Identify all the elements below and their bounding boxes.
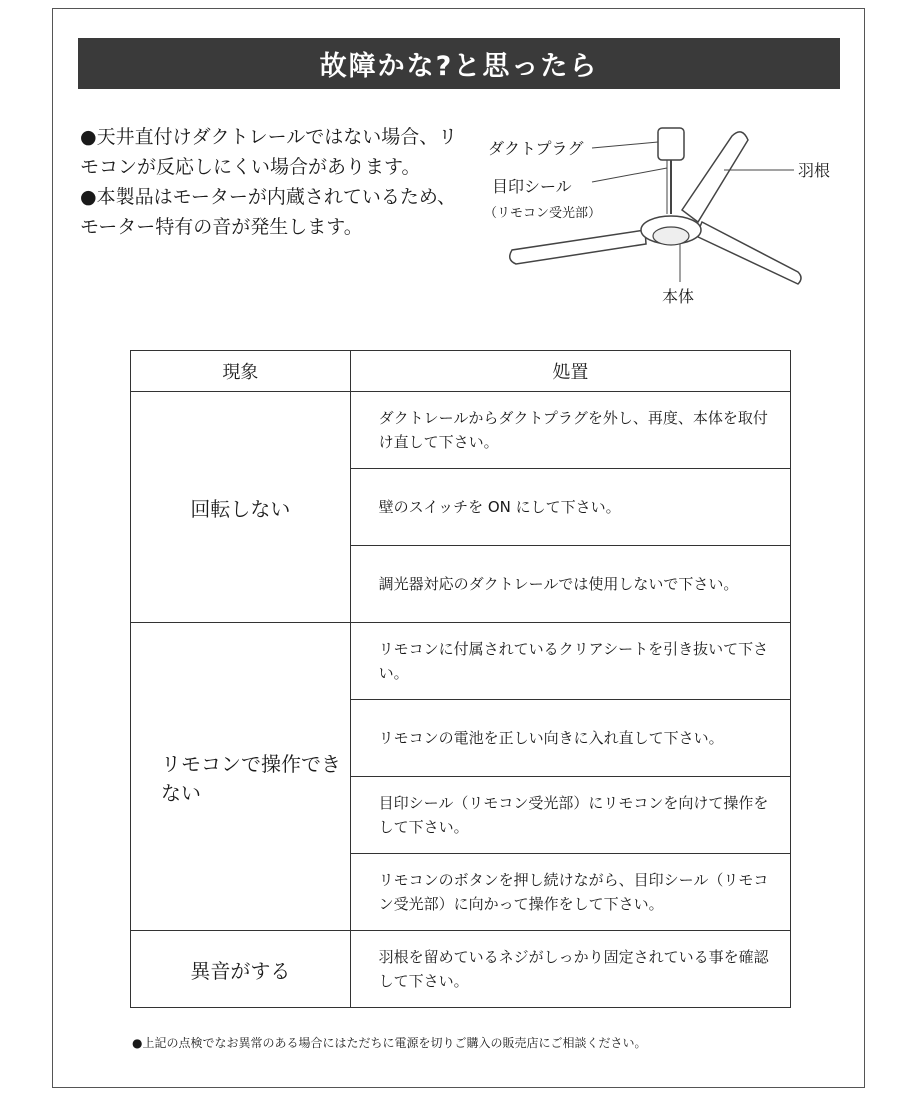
- footer-note: ●上記の点検でなお異常のある場合にはただちに電源を切りご購入の販売店にご相談ください。: [132, 1036, 647, 1050]
- blade-shape: [696, 222, 801, 284]
- header-action: 処置: [350, 351, 790, 392]
- leader-line: [592, 142, 658, 148]
- table-header-row: [131, 351, 791, 392]
- table-row: [131, 392, 791, 469]
- symptom-cell: リモコンで操作できない: [131, 623, 351, 931]
- note-motor-sound: ●本製品はモーターが内蔵されているため、モーター特有の音が発生します。: [80, 186, 457, 238]
- action-cell: リモコンに付属されているクリアシートを引き抜いて下さい。: [350, 623, 790, 700]
- duct-plug-shape: [658, 128, 684, 160]
- page-title: 故障かな?と思ったら: [78, 38, 840, 89]
- blade-shape: [682, 132, 748, 222]
- action-cell: ダクトレールからダクトプラグを外し、再度、本体を取付け直して下さい。: [350, 392, 790, 469]
- label-duct-plug: ダクトプラグ: [488, 139, 584, 158]
- header-symptom: 現象: [131, 351, 351, 392]
- leader-line: [592, 168, 667, 182]
- action-cell: リモコンのボタンを押し続けながら、目印シール（リモコン受光部）に向かって操作をして下さい。: [350, 854, 790, 931]
- symptom-cell: 異音がする: [131, 931, 351, 1008]
- action-cell: 目印シール（リモコン受光部）にリモコンを向けて操作をして下さい。: [350, 777, 790, 854]
- table-row: [131, 623, 791, 700]
- symptom-cell: 回転しない: [131, 392, 351, 623]
- label-eye-seal: 目印シール: [492, 177, 572, 196]
- action-cell: 調光器対応のダクトレールでは使用しないで下さい。: [350, 546, 790, 623]
- note-duct-rail: ●天井直付けダクトレールではない場合、リモコンが反応しにくい場合があります。: [80, 126, 458, 178]
- notes-block: [80, 122, 460, 242]
- troubleshooting-table: [130, 350, 791, 1008]
- action-cell: 壁のスイッチを ON にして下さい。: [350, 469, 790, 546]
- action-cell: 羽根を留めているネジがしっかり固定されている事を確認して下さい。: [350, 931, 790, 1008]
- label-body: 本体: [662, 287, 695, 306]
- table-row: [131, 931, 791, 1008]
- action-cell: リモコンの電池を正しい向きに入れ直して下さい。: [350, 700, 790, 777]
- label-receiver: （リモコン受光部）: [484, 206, 602, 221]
- receiver-shape: [653, 227, 689, 245]
- blade-shape: [510, 230, 646, 264]
- fan-diagram: [470, 118, 840, 318]
- label-blade: 羽根: [798, 161, 831, 180]
